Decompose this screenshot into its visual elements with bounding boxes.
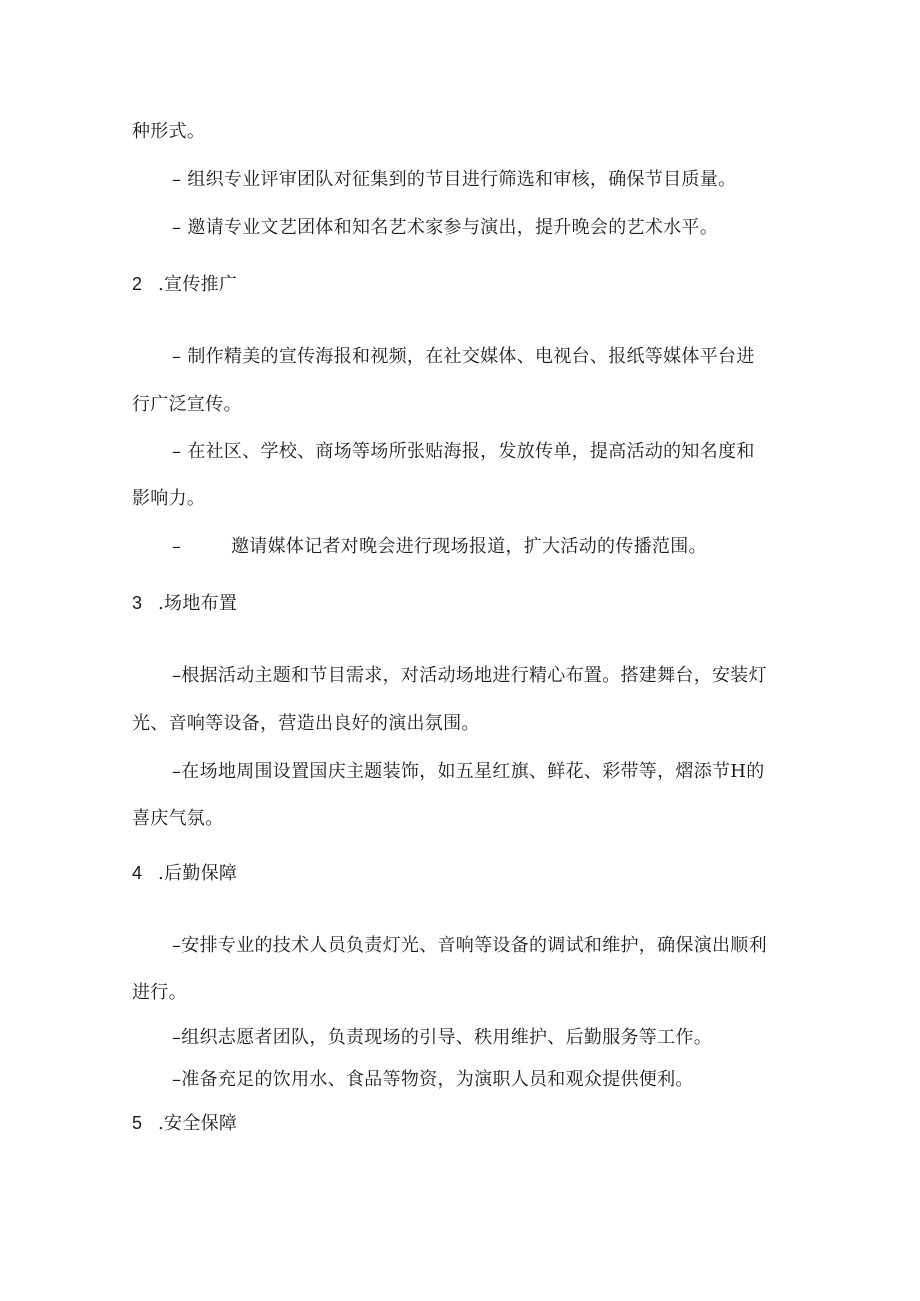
list-item: – 组织专业评审团队对征集到的节目进行筛选和审核，确保节目质量。 <box>172 169 737 190</box>
list-item: –根据活动主题和节目需求，对活动场地进行精心布置。搭建舞台，安装灯 <box>172 665 767 686</box>
list-item-continuation: 行广泛宣传。 <box>132 394 242 415</box>
section-number: 2 <box>132 274 143 294</box>
list-item: – 在社区、学校、商场等场所张贴海报，发放传单，提高活动的知名度和 <box>172 441 755 462</box>
section-title: .宣传推广 <box>158 274 238 295</box>
list-item: –组织志愿者团队，负责现场的引导、秩用维护、后勤服务等工作。 <box>172 1027 712 1048</box>
list-item: – 邀请专业文艺团体和知名艺术家参与演出，提升晚会的艺术水平。 <box>172 217 719 238</box>
section-title: .安全保障 <box>158 1113 238 1134</box>
list-item: –准备充足的饮用水、食品等物资，为演职人员和观众提供便利。 <box>172 1069 694 1090</box>
section-heading-2 <box>132 273 237 296</box>
list-item-dash: – <box>172 536 182 557</box>
section-title: .后勤保障 <box>158 863 238 884</box>
section-number: 3 <box>132 593 143 613</box>
list-item-continuation: 影响力。 <box>132 488 206 509</box>
list-item: – 制作精美的宣传海报和视频，在社交媒体、电视台、报纸等媒体平台进 <box>172 346 755 367</box>
list-item: 邀请媒体记者对晚会进行现场报道，扩大活动的传播范围。 <box>231 536 707 557</box>
section-heading-4 <box>132 862 237 885</box>
section-number: 5 <box>132 1113 143 1133</box>
list-item: –在场地周围设置国庆主题装饰，如五星红旗、鲜花、彩带等，熠添节H的 <box>172 761 765 782</box>
section-heading-5 <box>132 1112 237 1135</box>
paragraph-continuation: 种形式。 <box>132 121 206 142</box>
section-heading-3 <box>132 592 237 615</box>
section-title: .场地布置 <box>158 593 238 614</box>
section-number: 4 <box>132 863 143 883</box>
list-item-continuation: 光、音响等设备，营造出良好的演出氛围。 <box>132 713 480 734</box>
list-item-continuation: 进行。 <box>132 982 187 1003</box>
list-item-continuation: 喜庆气氛。 <box>132 808 224 829</box>
list-item: –安排专业的技术人员负责灯光、音响等设备的调试和维护，确保演出顺利 <box>172 935 767 956</box>
